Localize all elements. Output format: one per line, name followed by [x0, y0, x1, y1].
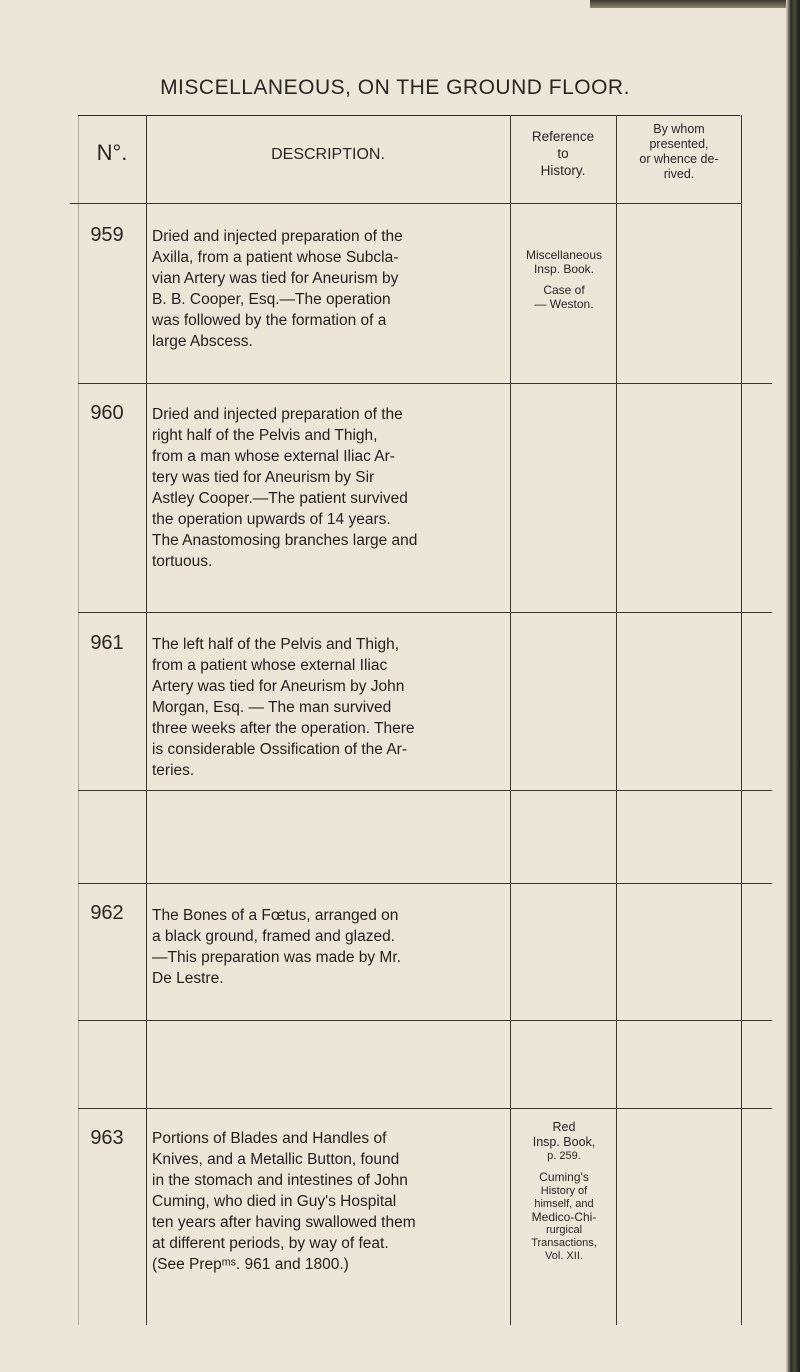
column-rule-1	[146, 115, 147, 1325]
entry-description	[152, 634, 504, 781]
description-line: Morgan, Esq. — The man survived	[152, 699, 392, 716]
description-line: Astley Cooper.—The patient survived	[152, 490, 408, 507]
header-presented-line: rived.	[663, 167, 695, 181]
entry-description	[152, 905, 504, 989]
entry-description	[152, 1128, 504, 1275]
description-line: Portions of Blades and Handles of	[152, 1130, 387, 1147]
reference-line: rurgical	[545, 1224, 583, 1236]
header-bottom-rule	[70, 203, 742, 204]
reference-line: Miscellaneous	[525, 248, 603, 262]
description-line: The Bones of a Fœtus, arranged on	[152, 907, 399, 924]
description-line: Knives, and a Metallic Button, found	[152, 1151, 400, 1168]
row-rule-959	[78, 383, 772, 384]
entry-reference	[513, 1120, 615, 1263]
description-line: at different periods, by way of feat.	[152, 1235, 389, 1252]
reference-line: Transactions,	[531, 1237, 597, 1249]
entry-number: 960	[90, 402, 124, 424]
reference-line: Vol. XII.	[545, 1250, 583, 1262]
row-rule-961-b	[78, 883, 772, 884]
description-line: from a man whose external Iliac Ar-	[152, 448, 395, 465]
description-line: the operation upwards of 14 years.	[152, 511, 391, 528]
description-line: a black ground, framed and glazed.	[152, 928, 395, 945]
header-description: DESCRIPTION.	[271, 146, 385, 163]
description-line: three weeks after the operation. There	[152, 720, 415, 737]
header-reference-line: to	[557, 146, 569, 161]
column-rule-4	[741, 115, 742, 1325]
reference-line: Cuming's	[539, 1170, 589, 1184]
reference-line: p. 259.	[547, 1150, 581, 1162]
reference-line: Insp. Book,	[532, 1135, 596, 1149]
description-line: Dried and injected preparation of the	[152, 406, 403, 423]
header-top-rule	[78, 115, 740, 116]
entry-description	[152, 404, 504, 572]
description-line: (See Prepᵐˢ. 961 and 1800.)	[152, 1256, 349, 1273]
header-reference-line: History.	[540, 163, 586, 178]
description-line: from a patient whose external Iliac	[152, 657, 388, 674]
reference-line: Insp. Book.	[533, 262, 595, 276]
description-line: Artery was tied for Aneurism by John	[152, 678, 405, 695]
reference-line: Medico-Chi-	[531, 1210, 597, 1224]
reference-line: History of	[540, 1185, 588, 1197]
header-reference-line: Reference	[531, 129, 595, 144]
description-line: ten years after having swallowed them	[152, 1214, 416, 1231]
description-line: was followed by the formation of a	[152, 312, 387, 329]
description-line: The Anastomosing branches large and	[152, 532, 418, 549]
description-line: Axilla, from a patient whose Subcla-	[152, 249, 399, 266]
header-presented-line: By whom	[653, 122, 705, 136]
header-presented-line: or whence de-	[639, 152, 719, 166]
row-rule-962-a	[78, 1020, 772, 1021]
row-rule-961-a	[78, 790, 772, 791]
column-rule-2	[510, 115, 511, 1325]
entry-number: 959	[90, 224, 124, 246]
description-line: B. B. Cooper, Esq.—The operation	[152, 291, 391, 308]
entry-number: 961	[90, 632, 124, 654]
row-rule-962-b	[78, 1108, 772, 1109]
description-line: is considerable Ossification of the Ar-	[152, 741, 408, 758]
description-line: large Abscess.	[152, 333, 253, 350]
description-line: tery was tied for Aneurism by Sir	[152, 469, 375, 486]
description-line: right half of the Pelvis and Thigh,	[152, 427, 378, 444]
header-reference	[510, 128, 616, 179]
description-line: De Lestre.	[152, 970, 224, 987]
entry-number: 963	[90, 1127, 124, 1149]
entry-number: 962	[90, 902, 124, 924]
header-number: N°.	[96, 140, 128, 165]
reference-line: — Weston.	[534, 297, 594, 311]
header-presented	[616, 122, 742, 182]
reference-line: Case of	[543, 283, 585, 297]
column-rule-3	[616, 115, 617, 1325]
description-line: —This preparation was made by Mr.	[152, 949, 401, 966]
description-line: tortuous.	[152, 553, 213, 570]
description-line: vian Artery was tied for Aneurism by	[152, 270, 399, 287]
description-line: teries.	[152, 762, 195, 779]
page-binding-edge	[786, 0, 800, 1372]
entry-reference	[513, 248, 615, 311]
description-line: The left half of the Pelvis and Thigh,	[152, 636, 400, 653]
header-presented-line: presented,	[649, 137, 709, 151]
description-line: Dried and injected preparation of the	[152, 228, 403, 245]
entry-description	[152, 226, 504, 352]
row-rule-960	[78, 612, 772, 613]
page-title: MISCELLANEOUS, ON THE GROUND FLOOR.	[160, 76, 630, 99]
page-top-edge	[590, 0, 800, 8]
reference-line: himself, and	[534, 1198, 594, 1210]
description-line: Cuming, who died in Guy's Hospital	[152, 1193, 397, 1210]
description-line: in the stomach and intestines of John	[152, 1172, 408, 1189]
reference-line: Red	[552, 1120, 576, 1134]
